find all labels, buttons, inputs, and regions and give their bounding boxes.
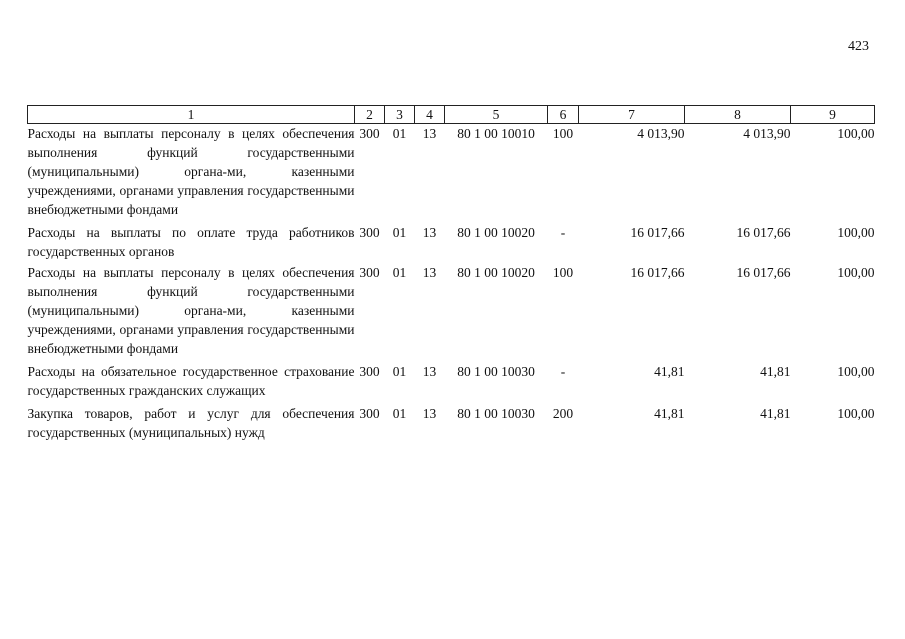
- table-row: [28, 362, 875, 404]
- cell-col9: 100,00: [837, 265, 875, 280]
- cell-col5: 80 1 00 10020: [457, 225, 535, 240]
- cell-col6: -: [560, 364, 566, 379]
- cell-col2: 300: [359, 406, 380, 421]
- cell-col3: 01: [392, 225, 407, 240]
- row-description: Расходы на выплаты персоналу в целях обеспечения выполнения функций государственными (муниципальными) органа-ми, казенными учреждениями, органами управления государственными внебюджетными фондами: [27, 126, 355, 217]
- cell-col3: 01: [392, 126, 407, 141]
- cell-col7: 41,81: [654, 364, 685, 379]
- column-header: 7: [579, 106, 685, 124]
- column-header: 2: [355, 106, 385, 124]
- table-row: [28, 223, 875, 263]
- cell-col6: 200: [552, 406, 574, 421]
- budget-table: [27, 105, 875, 444]
- column-header: 8: [685, 106, 791, 124]
- table-header-row: [28, 106, 875, 124]
- cell-col5: 80 1 00 10030: [457, 364, 535, 379]
- cell-col4: 13: [422, 364, 437, 379]
- table-row: [28, 263, 875, 362]
- cell-col9: 100,00: [837, 406, 875, 421]
- row-description: Закупка товаров, работ и услуг для обеспечения государственных (муниципальных) нужд: [27, 406, 355, 440]
- cell-col3: 01: [392, 265, 407, 280]
- column-header: 5: [445, 106, 548, 124]
- row-description: Расходы на обязательное государственное страхование государственных гражданских служащих: [27, 364, 355, 398]
- cell-col2: 300: [359, 225, 380, 240]
- cell-col8: 41,81: [760, 364, 791, 379]
- cell-col6: 100: [552, 126, 574, 141]
- cell-col8: 4 013,90: [743, 126, 791, 141]
- cell-col3: 01: [392, 406, 407, 421]
- cell-col7: 4 013,90: [637, 126, 685, 141]
- cell-col8: 16 017,66: [736, 225, 791, 240]
- cell-col6: -: [560, 225, 566, 240]
- table-row: [28, 124, 875, 224]
- cell-col8: 41,81: [760, 406, 791, 421]
- cell-col9: 100,00: [837, 225, 875, 240]
- cell-col5: 80 1 00 10020: [457, 265, 535, 280]
- column-header: 1: [28, 106, 355, 124]
- cell-col2: 300: [359, 364, 380, 379]
- column-header: 4: [415, 106, 445, 124]
- cell-col6: 100: [552, 265, 574, 280]
- cell-col2: 300: [359, 126, 380, 141]
- cell-col4: 13: [422, 406, 437, 421]
- row-description: Расходы на выплаты по оплате труда работников государственных органов: [27, 225, 355, 259]
- column-header: 6: [548, 106, 579, 124]
- cell-col5: 80 1 00 10010: [457, 126, 535, 141]
- cell-col5: 80 1 00 10030: [457, 406, 535, 421]
- row-description: Расходы на выплаты персоналу в целях обеспечения выполнения функций государственными (муниципальными) органа-ми, казенными учреждениями, органами управления государственными внебюджетными фондами: [27, 265, 355, 356]
- cell-col9: 100,00: [837, 364, 875, 379]
- cell-col4: 13: [422, 265, 437, 280]
- cell-col7: 41,81: [654, 406, 685, 421]
- cell-col8: 16 017,66: [736, 265, 791, 280]
- cell-col7: 16 017,66: [630, 225, 685, 240]
- cell-col4: 13: [422, 126, 437, 141]
- table-row: [28, 404, 875, 444]
- cell-col7: 16 017,66: [630, 265, 685, 280]
- cell-col9: 100,00: [837, 126, 875, 141]
- column-header: 3: [385, 106, 415, 124]
- cell-col3: 01: [392, 364, 407, 379]
- cell-col2: 300: [359, 265, 380, 280]
- column-header: 9: [791, 106, 875, 124]
- page-number: 423: [848, 39, 869, 54]
- cell-col4: 13: [422, 225, 437, 240]
